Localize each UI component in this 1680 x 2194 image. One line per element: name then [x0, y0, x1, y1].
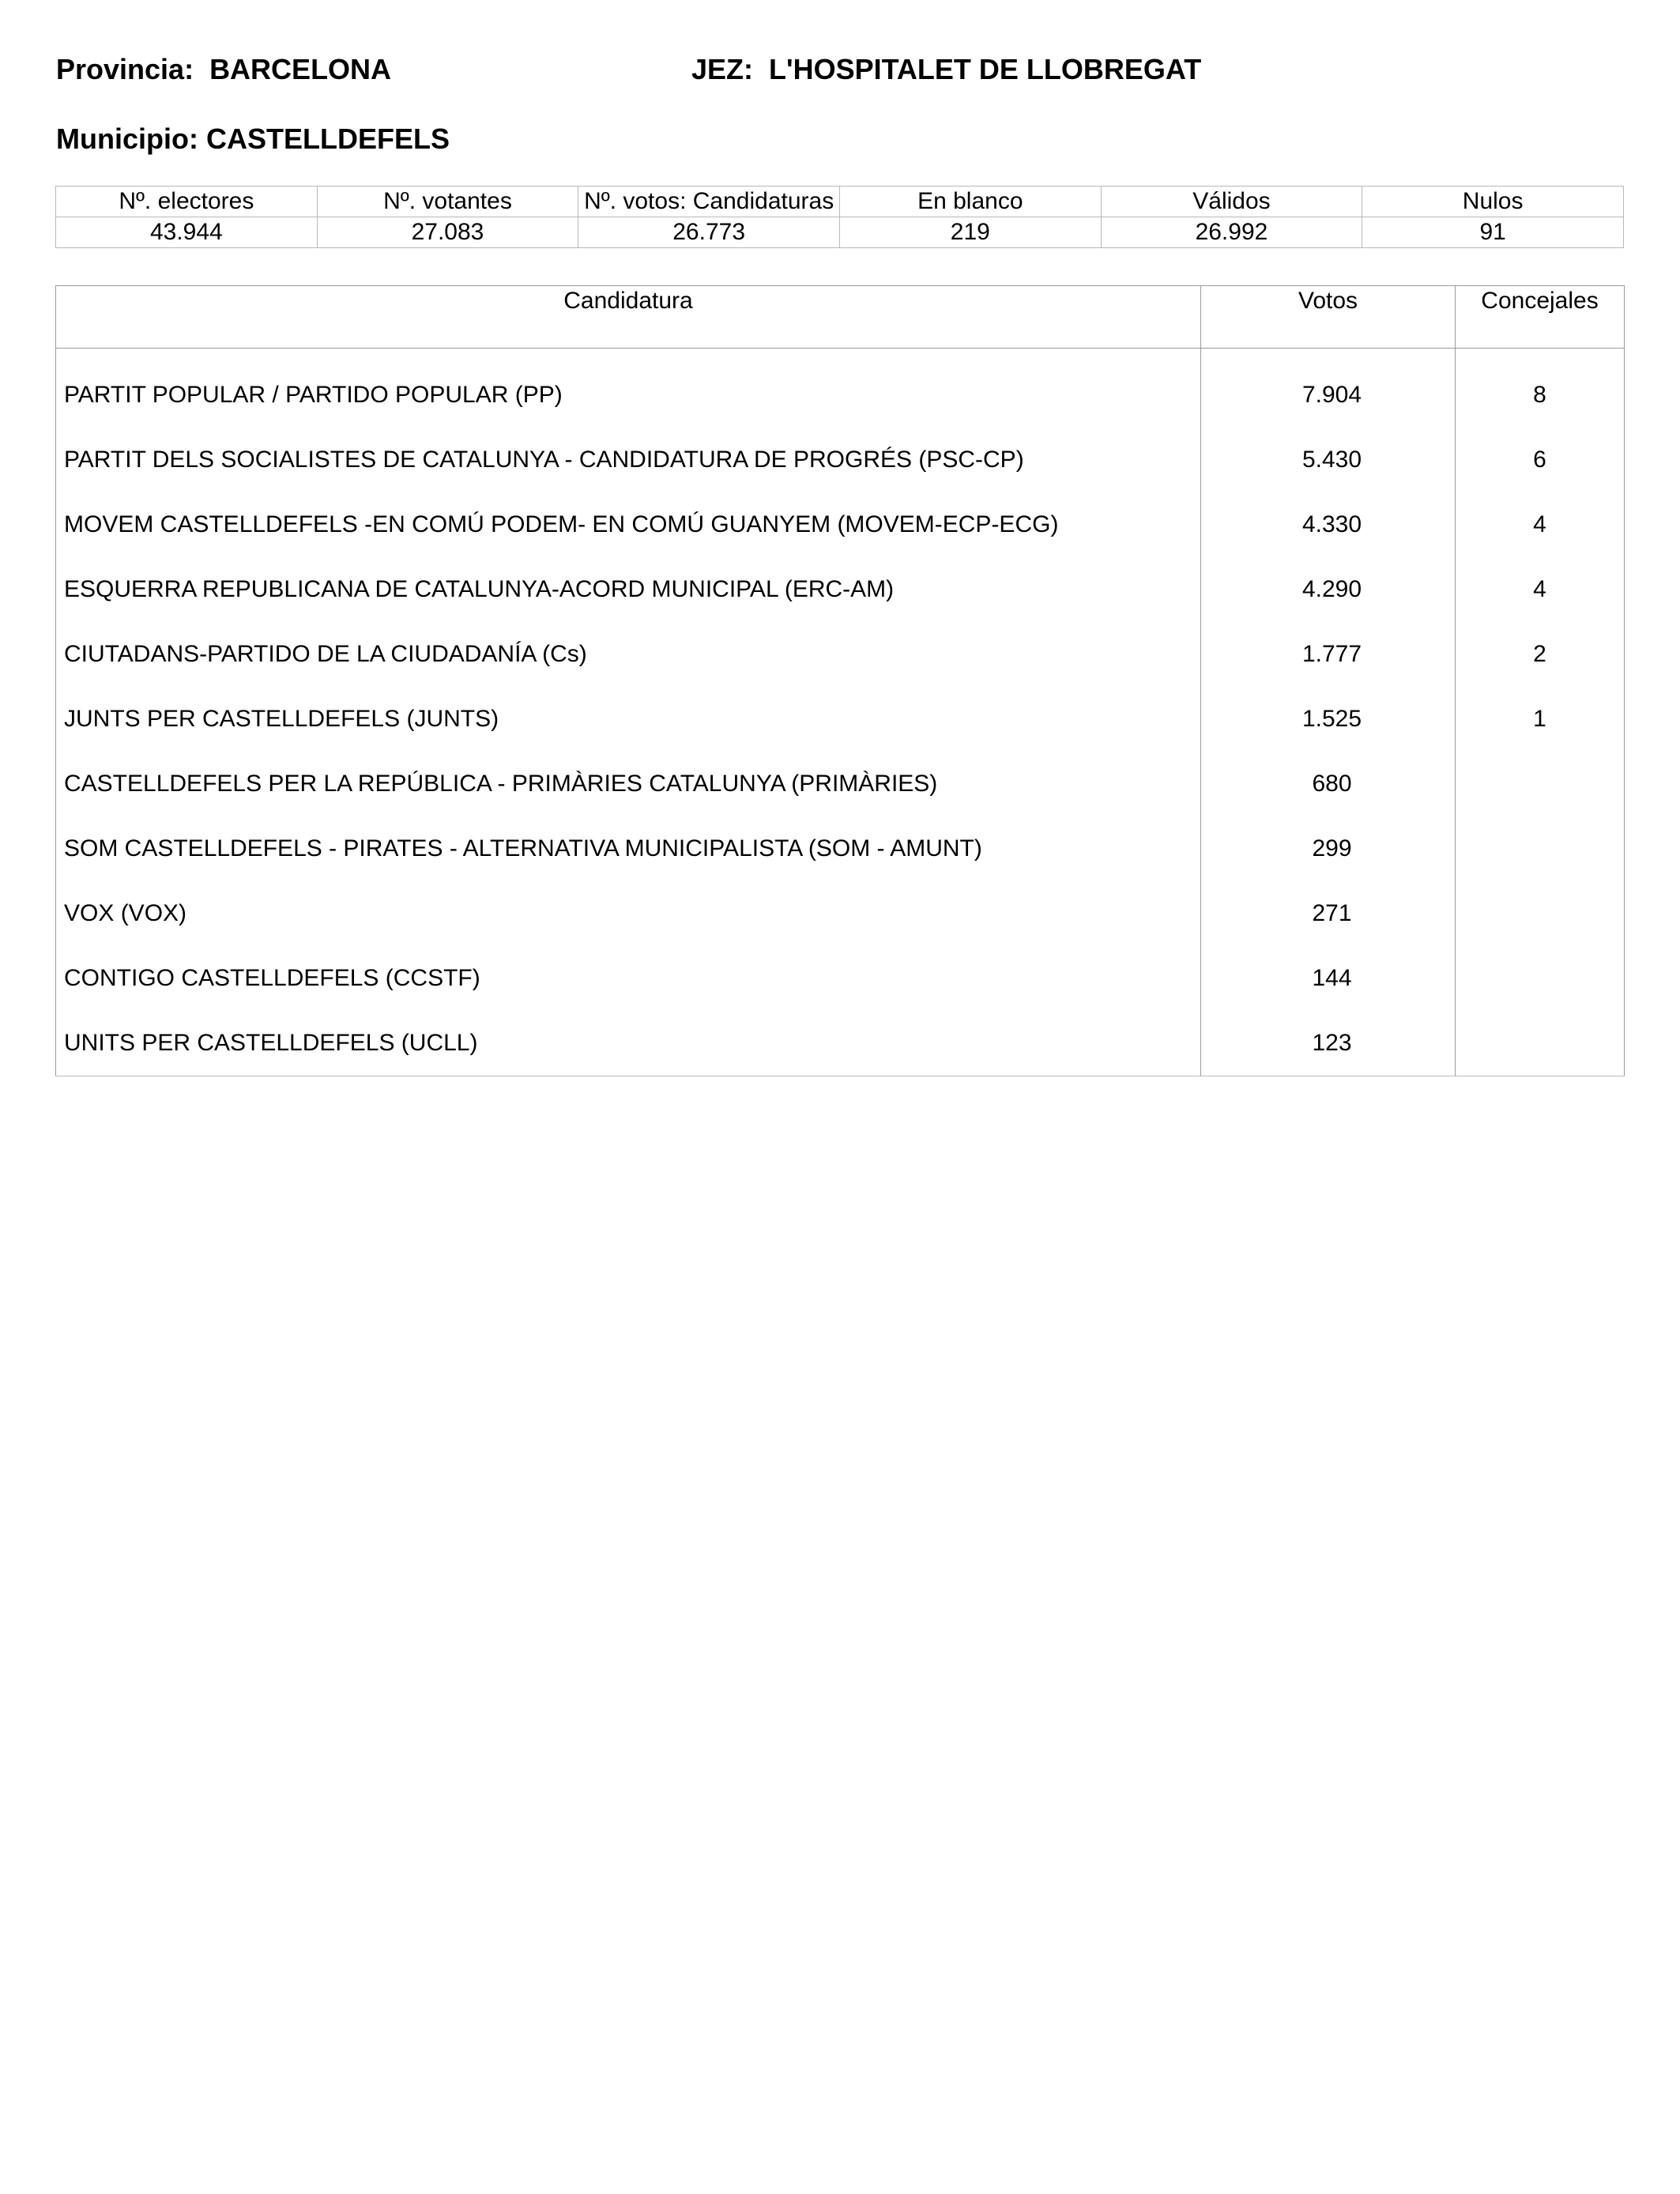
candidatura-name: MOVEM CASTELLDEFELS -EN COMÚ PODEM- EN COMÚ GUANYEM (MOVEM-ECP-ECG)	[56, 492, 1201, 557]
candidatura-name: SOM CASTELLDEFELS - PIRATES - ALTERNATIVA MUNICIPALISTA (SOM - AMUNT)	[56, 816, 1201, 881]
candidatura-name: CASTELLDEFELS PER LA REPÚBLICA - PRIMÀRIES CATALUNYA (PRIMÀRIES)	[56, 752, 1201, 816]
candidatura-votes: 1.525	[1201, 687, 1456, 752]
table-row	[56, 816, 1625, 881]
candidatura-name: CIUTADANS-PARTIDO DE LA CIUDADANÍA (Cs)	[56, 622, 1201, 687]
summary-header-row	[56, 187, 1624, 217]
summary-value-validos: 26.992	[1101, 217, 1362, 248]
summary-value-row	[56, 217, 1624, 248]
candidatura-name: VOX (VOX)	[56, 881, 1201, 946]
candidatura-votes: 144	[1201, 946, 1456, 1011]
results-header-row	[56, 286, 1625, 349]
summary-table	[55, 186, 1624, 248]
summary-header-validos: Válidos	[1101, 187, 1362, 217]
table-row	[56, 946, 1625, 1011]
table-row	[56, 492, 1625, 557]
candidatura-votes: 299	[1201, 816, 1456, 881]
candidatura-votes: 1.777	[1201, 622, 1456, 687]
candidatura-name: UNITS PER CASTELLDEFELS (UCLL)	[56, 1011, 1201, 1076]
candidatura-seats: 1	[1456, 687, 1625, 752]
candidatura-name: PARTIT POPULAR / PARTIDO POPULAR (PP)	[56, 349, 1201, 428]
candidatura-name: ESQUERRA REPUBLICANA DE CATALUNYA-ACORD MUNICIPAL (ERC-AM)	[56, 557, 1201, 622]
candidatura-votes: 7.904	[1201, 349, 1456, 428]
municipio-label: Municipio: CASTELLDEFELS	[56, 123, 450, 155]
summary-value-en-blanco: 219	[839, 217, 1101, 248]
candidatura-seats: 4	[1456, 557, 1625, 622]
table-row	[56, 622, 1625, 687]
summary-value-nulos: 91	[1362, 217, 1624, 248]
candidatura-seats	[1456, 946, 1625, 1011]
candidatura-votes: 5.430	[1201, 428, 1456, 492]
results-header-concejales: Concejales	[1456, 286, 1625, 349]
table-row	[56, 687, 1625, 752]
candidatura-seats: 6	[1456, 428, 1625, 492]
candidatura-name: PARTIT DELS SOCIALISTES DE CATALUNYA - CANDIDATURA DE PROGRÉS (PSC-CP)	[56, 428, 1201, 492]
candidatura-name: JUNTS PER CASTELLDEFELS (JUNTS)	[56, 687, 1201, 752]
candidatura-seats	[1456, 1011, 1625, 1076]
candidatura-seats	[1456, 752, 1625, 816]
summary-header-en-blanco: En blanco	[839, 187, 1101, 217]
results-table	[55, 285, 1625, 1076]
provincia-label: Provincia: BARCELONA	[56, 53, 392, 85]
candidatura-votes: 680	[1201, 752, 1456, 816]
candidatura-seats	[1456, 816, 1625, 881]
results-header-candidatura: Candidatura	[56, 286, 1201, 349]
summary-header-nulos: Nulos	[1362, 187, 1624, 217]
table-row	[56, 1011, 1625, 1076]
summary-header-votos-candidaturas: Nº. votos: Candidaturas	[578, 187, 840, 217]
candidatura-votes: 4.330	[1201, 492, 1456, 557]
summary-header-electores: Nº. electores	[56, 187, 318, 217]
candidatura-seats: 4	[1456, 492, 1625, 557]
jez-label: JEZ: L'HOSPITALET DE LLOBREGAT	[691, 53, 1202, 85]
table-row	[56, 428, 1625, 492]
candidatura-votes: 123	[1201, 1011, 1456, 1076]
summary-value-votantes: 27.083	[317, 217, 578, 248]
candidatura-seats	[1456, 881, 1625, 946]
candidatura-name: CONTIGO CASTELLDEFELS (CCSTF)	[56, 946, 1201, 1011]
results-header-votos: Votos	[1201, 286, 1456, 349]
candidatura-seats: 2	[1456, 622, 1625, 687]
table-row	[56, 557, 1625, 622]
summary-value-electores: 43.944	[56, 217, 318, 248]
candidatura-seats: 8	[1456, 349, 1625, 428]
summary-value-votos-candidaturas: 26.773	[578, 217, 840, 248]
candidatura-votes: 271	[1201, 881, 1456, 946]
summary-header-votantes: Nº. votantes	[317, 187, 578, 217]
table-row	[56, 881, 1625, 946]
table-row	[56, 752, 1625, 816]
candidatura-votes: 4.290	[1201, 557, 1456, 622]
table-row	[56, 349, 1625, 428]
